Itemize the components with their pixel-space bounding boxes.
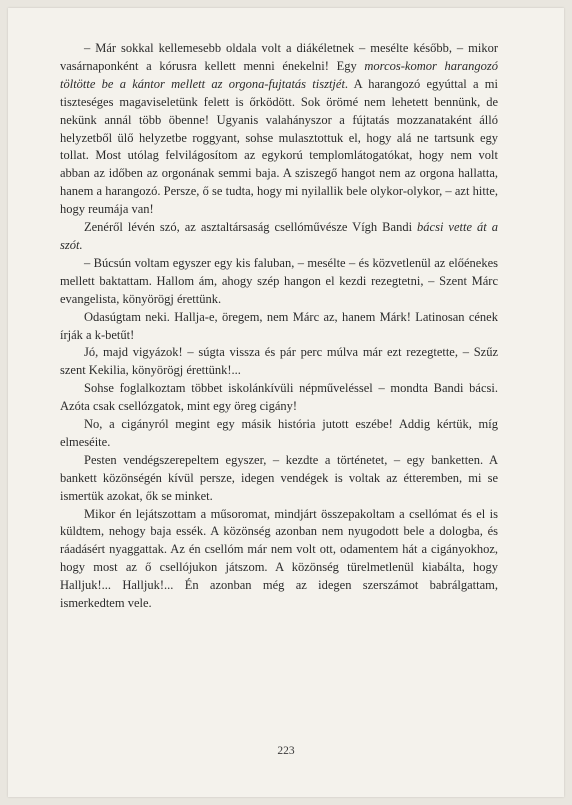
text-run: – Már sokkal kellemesebb oldala volt a diákéletnek – mesélte később, – mikor vasárnaponként a kórusra kellett menni énekelni! Egy [60, 41, 498, 73]
page-body-text [60, 40, 498, 613]
paragraph [60, 219, 498, 255]
text-run: No, a cigányról megint egy másik história jutott eszébe! Addig kértük, míg elmeséite. [60, 417, 498, 449]
italic-text-run: morcos-komor harangozó töltötte be a kántor mellett az orgona-fujtatás tisztjét [60, 58, 498, 91]
paragraph [60, 452, 498, 506]
text-run: . A harangozó egyúttal a mi tiszteséges magaviseletünk felett is őrködött. Sok örömé nem lehetett bennünk, de nekünk annál több öbenne! Ugyanis valahányszor a fújtatás mozzanataként álló helyzetből ülő helyzetbe roggyant, sohse mulasztottuk el, hogy alá ne tartsunk egy tollat. Most utólag felvilágosítom az egykorú templomlátogatókat, hogy nem volt abban az időben az orgonának semmi baja. A sziszegő hangot nem az orgona hallatta, hanem a harangozó. Persze, ő se tudta, hogy mi nyilallik bele olykor-olykor, – azt hitte, hogy reumája van! [60, 76, 498, 217]
italic-text-run: bácsi vette át a szót. [60, 220, 498, 252]
text-run: – Búcsún voltam egyszer egy kis faluban, – mesélte – és közvetlenül az előénekes mellett baktattam. Hallom ám, ahogy szép hangon el kezdi rezegtetni, – Szent Márc evangelista, könyörögj érettünk. [60, 255, 498, 306]
paragraph [60, 506, 498, 613]
text-run: Odasúgtam neki. Hallja-e, öregem, nem Márc az, hanem Márk! Latinosan cének írják a k-betűt! [60, 309, 498, 342]
text-run: Mikor én lejátszottam a műsoromat, mindjárt összepakoltam a csellómat és el is küldtem, nehogy baja essék. A közönség azonban nem nyugodott bele a dologba, és ráadásért nyaggattak. Az én csellóm már nem volt ott, odamentem hát a cigányokhoz, hogy most az ő csellójukon játszom. A közönség türelmetlenül kiabálta, hogy Halljuk!... Halljuk!... Én azonban még az idegen szerszámot babrálgattam, ismerkedtem vele. [60, 506, 498, 611]
text-run: Jó, majd vigyázok! – súgta vissza és pár perc múlva már ezt rezegtette, – Szűz szent Kekilia, könyörögj érettünk!... [60, 345, 498, 378]
text-run: Pesten vendégszerepeltem egyszer, – kezdte a történetet, – egy banketten. A bankett közönségén kívül persze, idegen vendégek is voltak az étteremben, mi se ismertük azokat, ők se minket. [60, 452, 498, 503]
paragraph [60, 344, 498, 380]
paragraph [60, 40, 498, 219]
text-run: Zenéről lévén szó, az asztaltársaság csellóművésze Vígh Bandi [84, 220, 418, 235]
book-page [8, 8, 564, 797]
paragraph [60, 255, 498, 309]
paragraph [60, 380, 498, 416]
text-run: Sohse foglalkoztam többet iskolánkívüli népműveléssel – mondta Bandi bácsi. Azóta csak csellózgatok, mint egy öreg cigány! [60, 381, 498, 414]
page-number: 223 [277, 745, 295, 757]
paragraph [60, 309, 498, 345]
paragraph [60, 416, 498, 452]
